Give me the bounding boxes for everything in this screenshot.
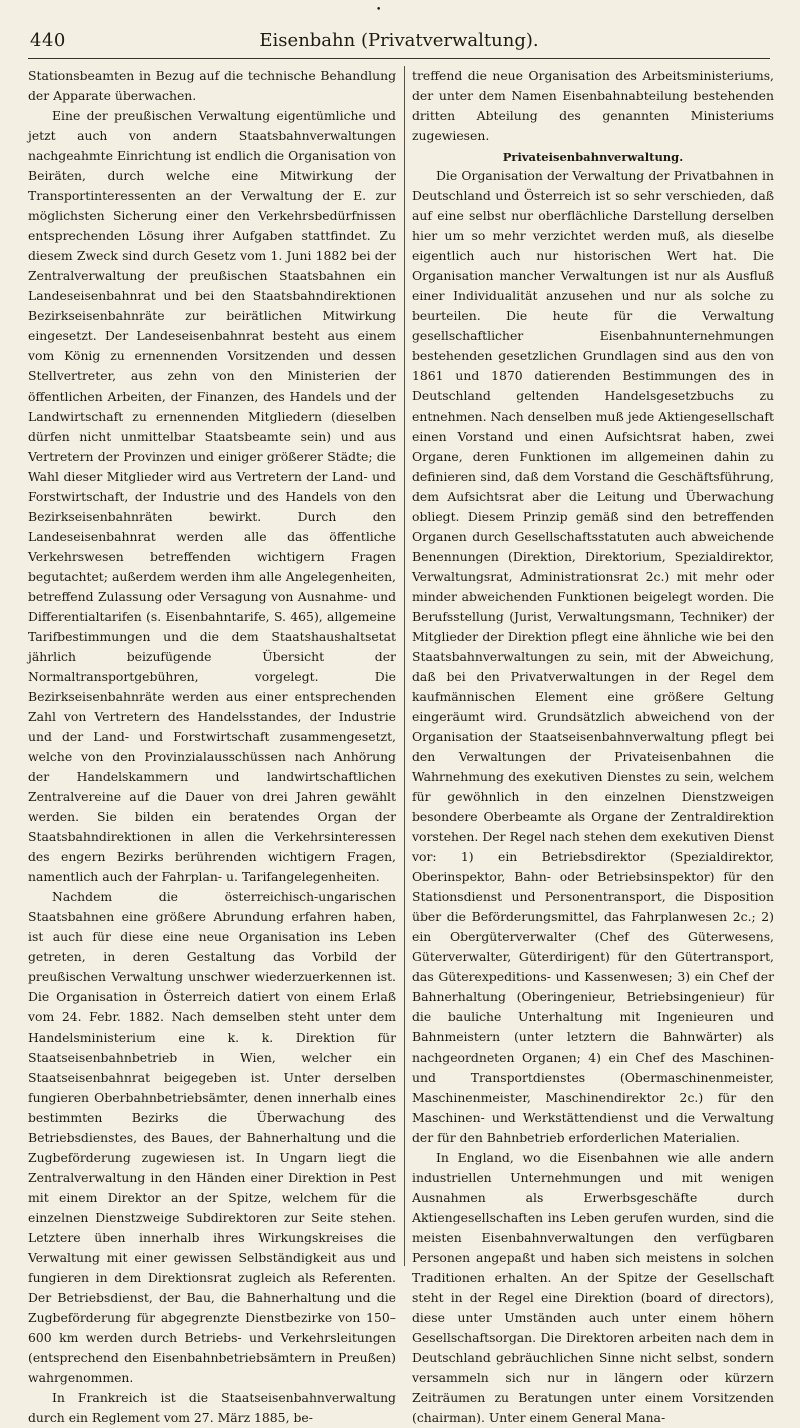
paragraph: Stationsbeamten in Bezug auf die technische Behandlung der Apparate überwachen. [28,68,396,104]
column-divider [404,66,405,1266]
paragraph: Eine der preußischen Verwaltung eigentümliche und jetzt auch von andern Staatsbahnverwaltungen nachgeahmte Einrichtung ist endlich die Organisation von Beiräten, durch welche eine Mitwirkung der Transportinteressenten an der Verwaltung der E. zur möglichsten Sicherung einer den Verkehrsbedürfnissen entsprechenden Lösung ihrer Aufgaben stattfindet. Zu diesem Zweck sind durch Gesetz vom 1. Juni 1882 bei der Zentralverwaltung der preußischen Staatsbahnen ein Landeseisenbahnrat und bei den Staatsbahndirektionen Bezirkseisenbahnräte zur beirätlichen Mitwirkung eingesetzt. Der Landeseisenbahnrat besteht aus einem vom König zu ernennenden Vorsitzenden und dessen Stellvertreter, aus zehn von den Ministerien der öffentlichen Arbeiten, der Finanzen, des Handels und der Landwirtschaft zu ernennenden Mitgliedern (dieselben dürfen nicht unmittelbar Staatsbeamte sein) und aus Vertretern der Provinzen und einiger größerer Städte; die Wahl dieser Mitglieder wird aus Vertretern der Land- und Forstwirtschaft, der Industrie und des Handels von den Bezirkseisenbahnräten bewirkt. Durch den Landeseisenbahnrat werden alle das öffentliche Verkehrswesen betreffenden wichtigern Fragen begutachtet; außerdem werden ihm alle Angelegenheiten, betreffend Zulassung oder Versagung von Ausnahme- und Differentialtarifen (s. Eisenbahntarife, S. 465), allgemeine Tarifbestimmungen und die dem Staatshaushaltsetat jährlich beizufügende Übersicht der Normaltransportgebühren, vorgelegt. Die Bezirkseisenbahnräte werden aus einer entsprechenden Zahl von Vertretern des Handelsstandes, der Industrie und der Land- und Forstwirtschaft zusammengesetzt, welche von den Provinzialausschüssen nach Anhörung der Handelskammern und landwirtschaftlichen Zentralvereine auf die Dauer von drei Jahren gewählt werden. Sie bilden ein beratendes Organ der Staatsbahndirektionen in allen die Verkehrsinteressen des engern Bezirks berührenden wichtigern Fragen, namentlich auch der Fahrplan- u. Tarifangelegenheiten. [28,108,396,885]
paragraph: In England, wo die Eisenbahnen wie alle andern industriellen Unternehmungen und mit wenigen Ausnahmen als Erwerbsgeschäfte durch Aktiengesellschaften ins Leben gerufen wurden, sind die meisten Eisenbahnverwaltungen den verfügbaren Personen angepaßt und haben sich meistens in solchen Traditionen erhalten. An der Spitze der Gesellschaft steht in der Regel eine Direktion (board of directors), diese unter Umständen auch unter einem höhern Gesellschaftsorgan. Die Direktoren arbeiten nach dem in Deutschland gebräuchlichen Sinne nicht selbst, sondern versammeln sich nur in längern oder kürzern Zeiträumen zu Beratungen unter einem Vorsitzenden (chairman). Unter einem General Mana- [412,1149,774,1426]
page-number: 440 [30,30,66,51]
running-title: Eisenbahn (Privatverwaltung). [259,30,539,51]
left-column [28,66,396,1426]
top-mark: • [376,5,382,15]
paragraph: In Frankreich ist die Staatseisenbahnverwaltung durch ein Reglement vom 27. März 1885, be- [28,1390,396,1426]
paragraph: Die Organisation der Verwaltung der Privatbahnen in Deutschland und Österreich ist so sehr verschieden, daß auf eine selbst nur oberflächliche Darstellung derselben hier um so mehr verzichtet werden muß, als dieselbe eigentlich auch nur historischen Wert hat. Die Organisation mancher Verwaltungen ist nur als Ausfluß einer Individualität anzusehen und nur als solche zu beurteilen. Die heute für die Verwaltung gesellschaftlicher Eisenbahnunternehmungen bestehenden gesetzlichen Grundlagen sind aus den von 1861 und 1870 datierenden Bestimmungen des in Deutschland geltenden Handelsgesetzbuchs zu entnehmen. Nach denselben muß jede Aktiengesellschaft einen Vorstand und einen Aufsichtsrat haben, zwei Organe, deren Funktionen im allgemeinen dahin zu definieren sind, daß dem Vorstand die Geschäftsführung, dem Aufsichtsrat aber die Leitung und Überwachung obliegt. Diesem Prinzip gemäß sind den betreffenden Organen durch Gesellschaftsstatuten auch abweichende Benennungen (Direktion, Direktorium, Spezialdirektor, Verwaltungsrat, Administrationsrat 2c.) mit mehr oder minder abweichenden Funktionen beigelegt worden. Die Berufsstellung (Jurist, Verwaltungsmann, Techniker) der Mitglieder der Direktion pflegt eine ähnliche wie bei den Staatsbahnverwaltungen zu sein, mit der Abweichung, daß bei den Privatverwaltungen in der Regel dem kaufmännischen Element eine größere Geltung eingeräumt wird. Grundsätzlich abweichend von der Organisation der Staatseisenbahnverwaltung pflegt bei den Verwaltungen der Privateisenbahnen die Wahrnehmung des exekutiven Dienstes zu sein, welchem für gewöhnlich in den einzelnen Dienstzweigen besondere Oberbeamte als Organe der Zentraldirektion vorstehen. Der Regel nach stehen dem exekutiven Dienst vor: 1) ein Betriebsdirektor (Spezialdirektor, Oberinspektor, Bahn- oder Betriebsinspektor) für den Stationsdienst und Personentransport, die Disposition über die Beförderungsmittel, das Fahrplanwesen 2c.; 2) ein Obergüterverwalter (Chef des Güterwesens, Güterverwalter, Güterdirigent) für den Gütertransport, das Güterexpeditions- und Kassenwesen; 3) ein Chef der Bahnerhaltung (Oberingenieur, Betriebsingenieur) für die bauliche Unterhaltung mit Ingenieuren und Bahnmeistern (unter letztern die Bahnwärter) als nachgeordneten Organen; 4) ein Chef des Maschinen- und Transportdienstes (Obermaschinenmeister, Maschinenmeister, Maschinendirektor 2c.) für den Maschinen- und Werkstättendienst und die Verwaltung der für den Bahnbetrieb erforderlichen Materialien. [412,168,774,1145]
right-column [412,66,774,1426]
section-heading: Privateisenbahnverwaltung. [502,150,684,165]
paragraph: treffend die neue Organisation des Arbeitsministeriums, der unter dem Namen Eisenbahnabteilung bestehenden dritten Abteilung des genannten Ministeriums zugewiesen. [412,68,774,144]
page-header [28,28,770,59]
paragraph: Nachdem die österreichisch-ungarischen Staatsbahnen eine größere Abrundung erfahren haben, ist auch für diese eine neue Organisation ins Leben getreten, in deren Gestaltung das Vorbild der preußischen Verwaltung unschwer wiederzuerkennen ist. Die Organisation in Österreich datiert von einem Erlaß vom 24. Febr. 1882. Nach demselben steht unter dem Handelsministerium eine k. k. Direktion für Staatseisenbahnbetrieb in Wien, welcher ein Staatseisenbahnrat beigegeben ist. Unter derselben fungieren Oberbahnbetriebsämter, denen innerhalb eines bestimmten Bezirks die Überwachung des Betriebsdienstes, des Baues, der Bahnerhaltung und die Zugbeförderung zugewiesen ist. In Ungarn liegt die Zentralverwaltung in den Händen einer Direktion in Pest mit einem Direktor an der Spitze, welchem für die einzelnen Dienstzweige Subdirektoren zur Seite stehen. Letztere üben innerhalb ihres Wirkungskreises die Verwaltung mit einer gewissen Selbständigkeit aus und fungieren in dem Direktionsrat zugleich als Referenten. Der Betriebsdienst, der Bau, die Bahnerhaltung und die Zugbeförderung für abgegrenzte Dienstbezirke von 150–600 km werden durch Betriebs- und Verkehrsleitungen (entsprechend den Eisenbahnbetriebsämtern in Preußen) wahrgenommen. [28,889,396,1386]
